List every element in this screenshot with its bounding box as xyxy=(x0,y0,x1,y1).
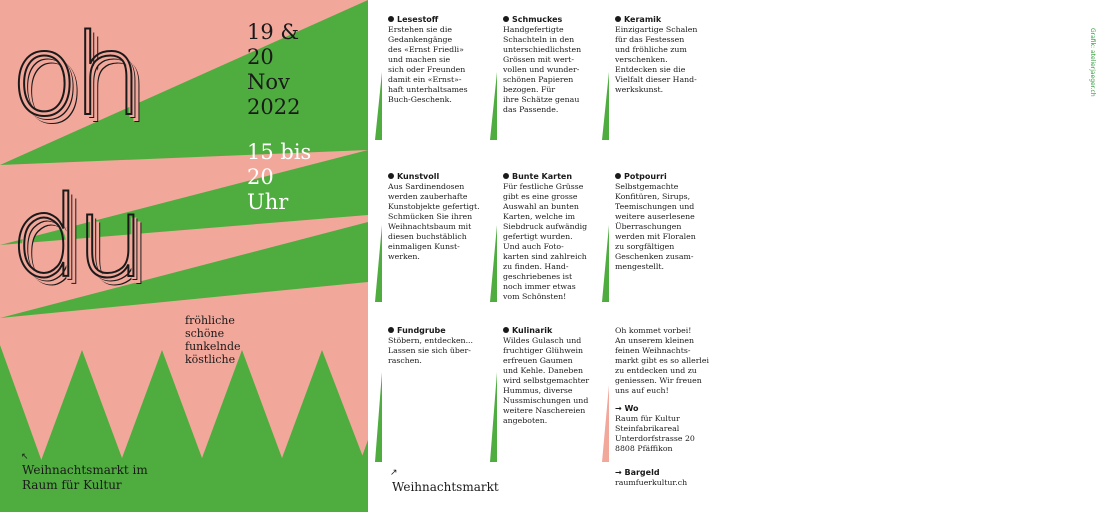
section-title: Keramik xyxy=(624,15,662,24)
title-word-oh: oh xyxy=(10,11,138,141)
section-heading xyxy=(503,326,615,336)
bullet-dot-icon xyxy=(503,173,509,179)
bullet-dot-icon xyxy=(503,327,509,333)
tagline xyxy=(185,314,241,366)
bullet-dot-icon xyxy=(388,173,394,179)
section-text: Handgefertigte Schachteln in den unterschiedlichsten Grössen mit wert- vollen und wunder- schönen Papieren bezogen. Für ihre Schätze genau das Passende. xyxy=(503,25,582,114)
arrow-up-right-icon: ↗ xyxy=(390,468,398,478)
section-fundgrube xyxy=(388,326,500,366)
section-text: Für festliche Grüsse gibt es eine grosse Auswahl an bunten Karten, welche im Siebdruck aufwändig gefertigt wurden. Und auch Foto- karten sind zahlreich zu finden. Hand- geschriebenes ist noch immer etwas vom Schönsten! xyxy=(503,182,588,301)
footer-line: Raum für Kultur xyxy=(22,478,122,492)
section-kulinarik xyxy=(503,326,615,426)
footer-line: Weihnachtsmarkt im xyxy=(22,463,148,477)
bullet-dot-icon xyxy=(615,16,621,22)
section-potpourri xyxy=(615,172,727,272)
section-text: Erstehen sie die Gedankengänge des «Ernst Friedli» und machen sie sich oder Freunden damit ein «Ernst»- haft unterhaltsames Buch-Geschenk. xyxy=(388,25,468,104)
section-heading xyxy=(503,172,615,182)
flyer-back xyxy=(372,0,1096,512)
bullet-dot-icon xyxy=(615,173,621,179)
date-line: 19 & xyxy=(247,20,300,44)
section-kunstvoll xyxy=(388,172,500,262)
title-word-du: du xyxy=(10,173,141,303)
section-text: Stöbern, entdecken... Lassen sie sich über- raschen. xyxy=(388,336,474,365)
tagline-line: schöne xyxy=(185,327,225,340)
section-heading xyxy=(388,172,500,182)
section-title: Kunstvoll xyxy=(397,172,440,181)
section-keramik xyxy=(615,15,727,95)
section-text: Einzigartige Schalen für das Festessen und fröhliche zum verschenken. Entdecken sie die Vielfalt dieser Hand- werkskunst. xyxy=(615,25,698,94)
bullet-dot-icon xyxy=(503,16,509,22)
section-text: Wildes Gulasch und fruchtiger Glühwein erfreuen Gaumen und Kehle. Daneben wird selbstgemachter Hummus, diverse Nussmischungen und weitere Naschereien angeboten. xyxy=(503,336,590,425)
bullet-dot-icon xyxy=(388,327,394,333)
section-invitation xyxy=(615,326,727,488)
section-heading xyxy=(615,15,727,25)
wo-label: → Wo xyxy=(615,404,639,413)
tagline-line: funkelnde xyxy=(185,340,241,353)
event-time xyxy=(247,140,311,215)
section-heading xyxy=(388,15,500,25)
design-credit: Grafik: atelierjaeger.ch xyxy=(1089,28,1096,97)
bullet-dot-icon xyxy=(388,16,394,22)
time-line: 20 xyxy=(247,165,274,189)
section-text: Aus Sardinendosen werden zauberhafte Kunstobjekte gefertigt. Schmücken Sie ihren Weihnachtsbaum mit diesen buchstäblich einmaligen Kunst- werken. xyxy=(388,182,480,261)
poster-front xyxy=(0,0,368,512)
bargeld-label: → Bargeld xyxy=(615,468,660,477)
section-title: Fundgrube xyxy=(397,326,446,335)
poster-footer-title xyxy=(22,463,148,493)
section-title: Lesestoff xyxy=(397,15,439,24)
back-footer-title: Weihnachtsmarkt xyxy=(392,480,499,494)
section-schmuckes xyxy=(503,15,615,115)
tagline-line: köstliche xyxy=(185,353,236,366)
invite-text: Oh kommet vorbei! An unserem kleinen feinen Weihnachts- markt gibt es so allerlei zu entdecken und zu geniessen. Wir freuen uns auf euch! xyxy=(615,326,710,395)
section-heading xyxy=(503,15,615,25)
date-line: 20 xyxy=(247,45,274,69)
section-title: Bunte Karten xyxy=(512,172,573,181)
address: Raum für Kultur Steinfabrikareal Unterdorfstrasse 20 8808 Pfäffikon xyxy=(615,414,695,453)
section-lesestoff xyxy=(388,15,500,105)
event-date xyxy=(247,20,300,120)
tagline-line: fröhliche xyxy=(185,314,235,327)
date-line: 2022 xyxy=(247,95,301,119)
section-heading xyxy=(388,326,500,336)
section-title: Schmuckes xyxy=(512,15,563,24)
section-bunte-karten xyxy=(503,172,615,302)
time-line: Uhr xyxy=(247,190,289,214)
date-line: Nov xyxy=(247,70,290,94)
section-heading xyxy=(615,172,727,182)
arrow-up-left-icon: ↖ xyxy=(21,452,29,462)
section-text: Selbstgemachte Konfitüren, Sirups, Teemischungen und weitere auserlesene Überraschungen werden mit Floralen zu sorgfältigen Geschenken zusam- mengestellt. xyxy=(615,182,696,271)
section-title: Kulinarik xyxy=(512,326,553,335)
section-title: Potpourri xyxy=(624,172,667,181)
website-link[interactable]: raumfuerkultur.ch xyxy=(615,478,688,487)
time-line: 15 bis xyxy=(247,140,312,164)
